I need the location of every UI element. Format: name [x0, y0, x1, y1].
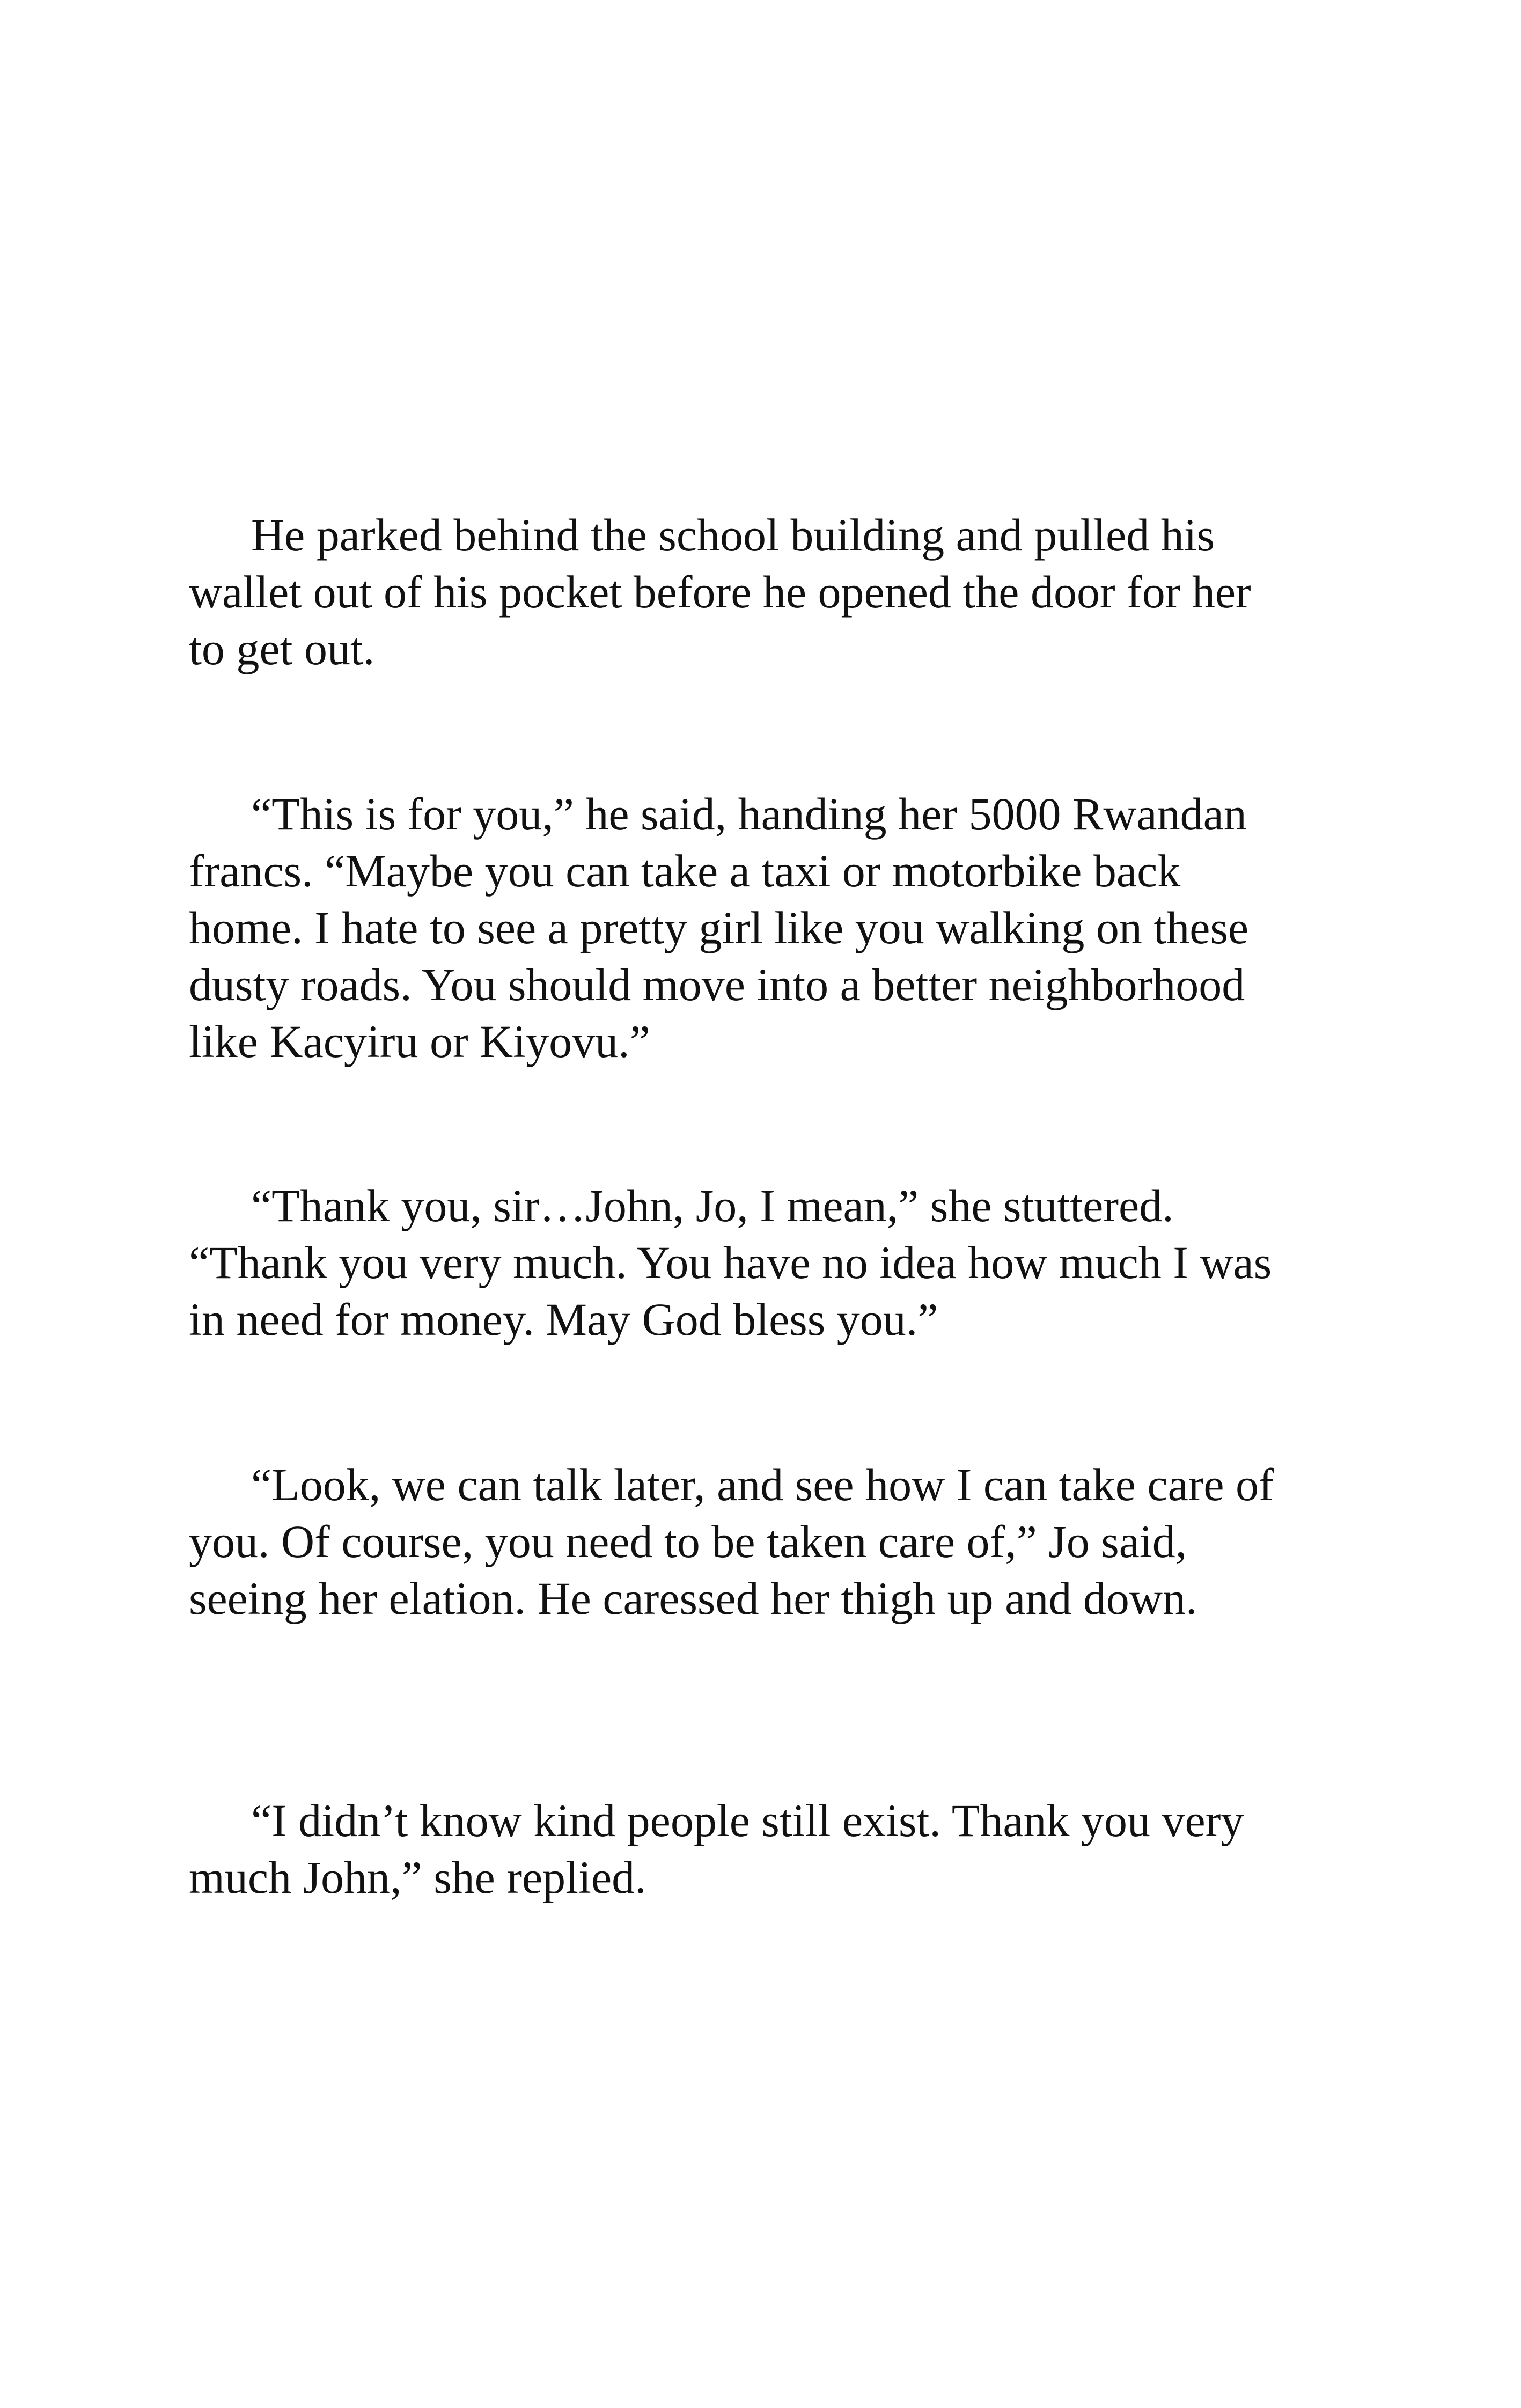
paragraph-block-5 [189, 1792, 1294, 1906]
paragraph-block-2 [189, 785, 1294, 1070]
paragraph: “Thank you, sir…John, Jo, I mean,” she stuttered. “Thank you very much. You have no idea how much I was in need for money. May God bless you.” [189, 1180, 1272, 1345]
paragraph: He parked behind the school building and pulled his wallet out of his pocket before he opened the door for her to get out. [189, 509, 1251, 674]
paragraph: “This is for you,” he said, handing her 5000 Rwandan francs. “Maybe you can take a taxi or motorbike back home. I hate to see a pretty girl like you walking on these dusty roads. You should move into a better neighborhood like Kacyiru or Kiyovu.” [189, 788, 1249, 1067]
paragraph: “I didn’t know kind people still exist. Thank you very much John,” she replied. [189, 1795, 1244, 1903]
paragraph-block-1 [189, 506, 1294, 677]
paragraph: “Look, we can talk later, and see how I can take care of you. Of course, you need to be taken care of,” Jo said, seeing her elation. He caressed her thigh up and down. [189, 1459, 1274, 1624]
paragraph-block-3 [189, 1177, 1294, 1348]
paragraph-block-4 [189, 1456, 1294, 1627]
